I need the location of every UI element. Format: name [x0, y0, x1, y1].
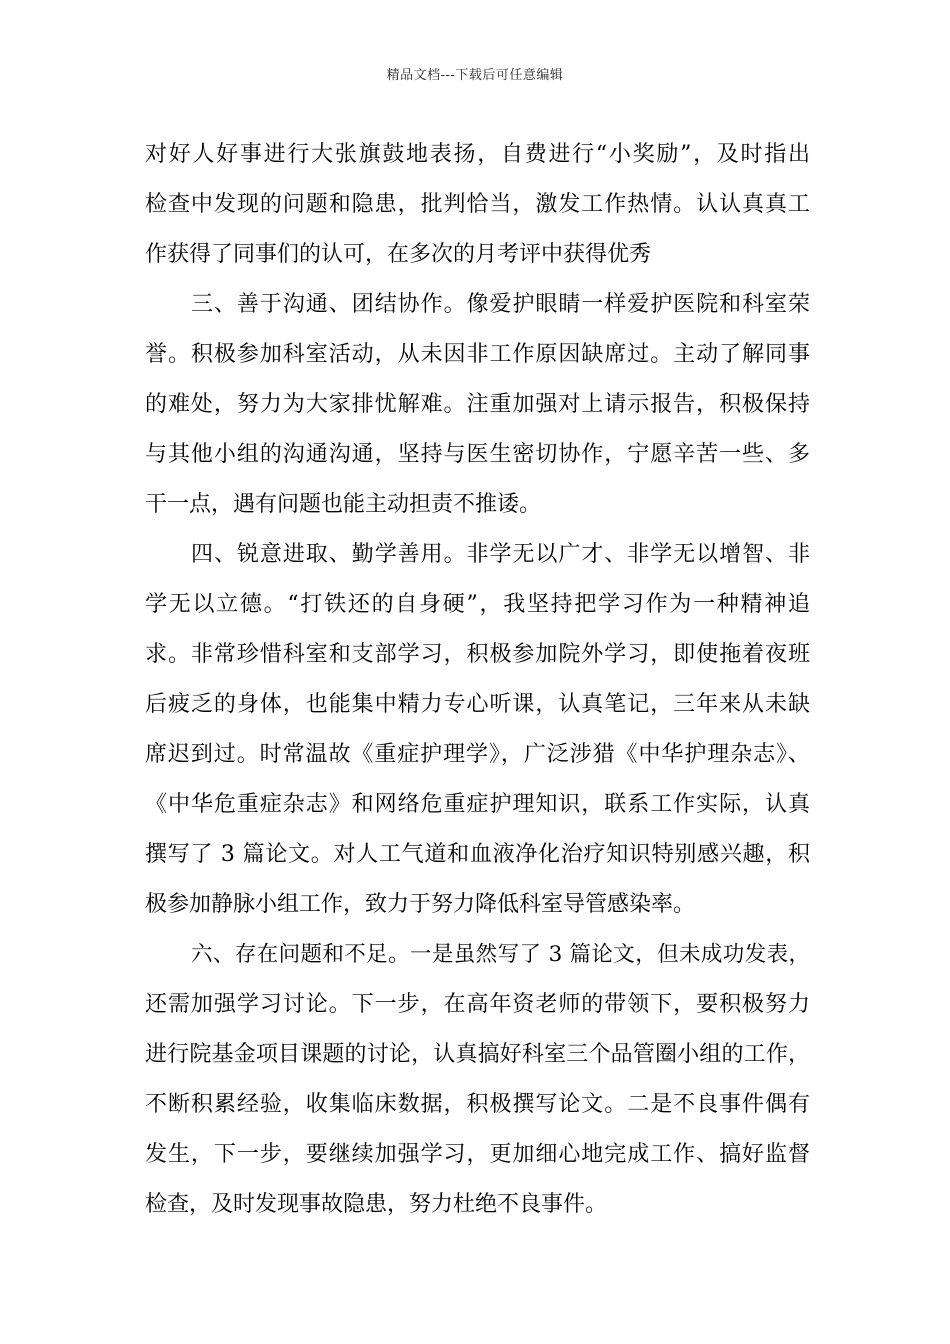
paragraph-start-line: 六、存在问题和不足。一是虽然写了 3 篇论文，但未成功发表， — [191, 942, 810, 967]
text-line: 对好人好事进行大张旗鼓地表扬，自费进行“小奖励”，及时指出 — [145, 142, 810, 167]
text-line: 还需加强学习讨论。下一步，在高年资老师的带领下，要积极努力 — [145, 992, 810, 1017]
paragraph-start-line: 三、善于沟通、团结协作。像爱护眼睛一样爱护医院和科室荣 — [191, 292, 810, 317]
text-line: 干一点，遇有问题也能主动担责不推诿。 — [145, 492, 542, 517]
text-line: 与其他小组的沟通沟通，坚持与医生密切协作，宁愿辛苦一些、多 — [145, 442, 810, 467]
text-line: 检查中发现的问题和隐患，批判恰当，激发工作热情。认认真真工 — [145, 192, 810, 217]
text-line: 进行院基金项目课题的讨论，认真搞好科室三个品管圈小组的工作， — [145, 1042, 810, 1067]
text-line: 的难处，努力为大家排忧解难。注重加强对上请示报告，积极保持 — [145, 392, 810, 417]
text-line: 检查，及时发现事故隐患，努力杜绝不良事件。 — [145, 1192, 608, 1217]
text-line: 求。非常珍惜科室和支部学习，积极参加院外学习，即使拖着夜班 — [145, 642, 810, 667]
text-line: 后疲乏的身体，也能集中精力专心听课，认真笔记，三年来从未缺 — [145, 692, 810, 717]
text-line: 极参加静脉小组工作，致力于努力降低科室导管感染率。 — [145, 892, 696, 917]
page-header: 精品文档---下载后可任意编辑 — [386, 68, 564, 83]
text-line: 学无以立德。“打铁还的自身硬”，我坚持把学习作为一种精神追 — [145, 592, 810, 617]
text-line: 不断积累经验，收集临床数据，积极撰写论文。二是不良事件偶有 — [145, 1092, 810, 1117]
text-line: 《中华危重症杂志》和网络危重症护理知识，联系工作实际，认真 — [145, 792, 810, 817]
paragraph-start-line: 四、锐意进取、勤学善用。非学无以广才、非学无以增智、非 — [191, 542, 810, 567]
text-line: 发生，下一步，要继续加强学习，更加细心地完成工作、搞好监督 — [145, 1142, 810, 1167]
body-text — [145, 130, 810, 1230]
text-line: 作获得了同事们的认可，在多次的月考评中获得优秀 — [145, 242, 652, 267]
text-line: 誉。积极参加科室活动，从未因非工作原因缺席过。主动了解同事 — [145, 342, 810, 367]
text-line: 撰写了 3 篇论文。对人工气道和血液净化治疗知识特别感兴趣，积 — [145, 842, 810, 867]
text-line: 席迟到过。时常温故《重症护理学》，广泛涉猎《中华护理杂志》、 — [145, 742, 810, 767]
